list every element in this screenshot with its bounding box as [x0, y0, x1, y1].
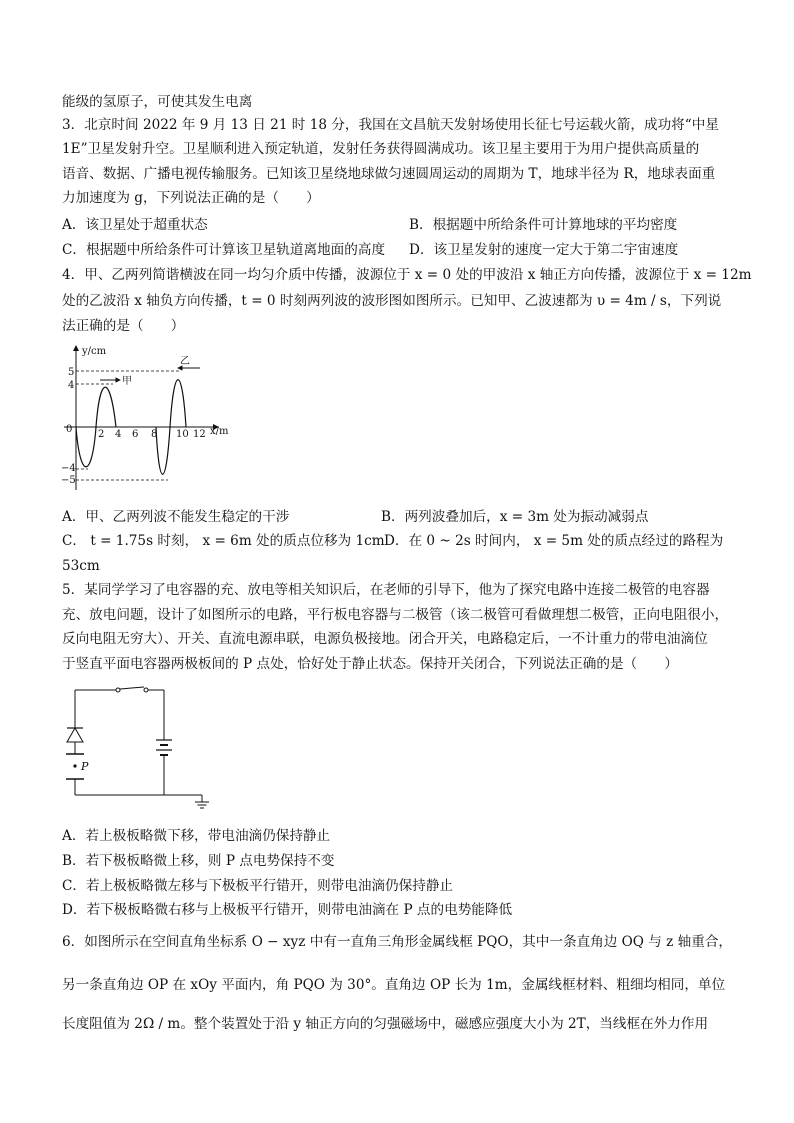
q6-stem: 6．如图所示在空间直角坐标系 O − xyz 中有一直角三角形金属线框 PQO，其中一条直角边 OQ 与 z 轴重合，: [62, 934, 733, 950]
q4-stem: 处的乙波沿 x 轴负方向传播，t = 0 时刻两列波的波形图如图所示。已知甲、乙波速都为 υ = 4m / s，下列说: [62, 293, 722, 309]
q3-stem: 语音、数据、广播电视传输服务。已知该卫星绕地球做匀速圆周运动的周期为 T，地球半径为 R，地球表面重: [62, 166, 716, 182]
circuit-figure: [60, 682, 220, 814]
q5-stem: 充、放电问题，设计了如图所示的电路，平行板电容器与二极管（该二极管可看做理想二极管，正向电阻很小，: [62, 607, 729, 623]
wave-figure: [58, 340, 248, 498]
yi-label: 乙: [180, 356, 190, 367]
q5-option-a: A．若上极板略微下移，带电油滴仍保持静止: [62, 828, 331, 844]
x-axis-label: x/m: [210, 426, 229, 437]
q3-option-b: B．根据题中所给条件可计算地球的平均密度: [409, 217, 678, 233]
x-tick-label: 6: [132, 429, 139, 440]
origin-label: 0: [66, 424, 73, 435]
y-axis-label: y/cm: [82, 346, 107, 357]
q5-option-b: B．若下极板略微上移，则 P 点电势保持不变: [62, 853, 335, 869]
q3-stem: 3．北京时间 2022 年 9 月 13 日 21 时 18 分，我国在文昌航天发射场使用长征七号运载火箭，成功将“中星: [62, 117, 719, 133]
x-tick-label: 12: [193, 429, 206, 440]
jia-label: 甲: [122, 376, 132, 387]
q3-option-a: A．该卫星处于超重状态: [62, 217, 208, 233]
q3-option-d: D．该卫星发射的速度一定大于第二宇宙速度: [409, 242, 679, 258]
y-tick-label: 5: [68, 367, 75, 378]
q4-stem: 法正确的是（ ）: [62, 318, 185, 334]
text-line: 能级的氢原子，可使其发生电离: [62, 94, 253, 110]
x-tick-label: 8: [151, 429, 158, 440]
x-tick-label: 4: [115, 429, 122, 440]
diode-triangle: [67, 728, 83, 742]
q5-stem: 5．某同学学习了电容器的充、放电等相关知识后，在老师的引导下，他为了探究电路中连接二极管的电容器: [62, 582, 710, 598]
q5-stem: 反向电阻无穷大）、开关、直流电源串联，电源负极接地。闭合开关，电路稳定后，一不计重力的带电油滴位: [62, 631, 708, 647]
q4-stem: 4．甲、乙两列简谐横波在同一均匀介质中传播，波源位于 x = 0 处的甲波沿 x 轴正方向传播，波源位于 x = 12m: [62, 267, 752, 283]
point-p-label: P: [81, 760, 89, 773]
q4-option-d: D．在 0 ~ 2s 时间内， x = 5m 处的质点经过的路程为: [384, 533, 724, 549]
y-tick-label: −5: [61, 475, 76, 486]
q5-stem: 于竖直平面电容器两极板间的 P 点处，恰好处于静止状态。保持开关闭合，下列说法正确的是（ ）: [62, 656, 678, 672]
y-tick-label: −4: [61, 463, 76, 474]
x-tick-label: 2: [98, 429, 105, 440]
q4-option-a: A．甲、乙两列波不能发生稳定的干涉: [62, 509, 290, 525]
switch-contact-left: [116, 688, 120, 692]
switch-blade: [120, 687, 144, 689]
q3-stem: 1E”卫星发射升空。卫星顺利进入预定轨道，发射任务获得圆满成功。该卫星主要用于为用户提供高质量的: [62, 141, 700, 157]
q6-stem: 长度阻值为 2Ω / m。整个装置处于沿 y 轴正方向的匀强磁场中，磁感应强度大小为 2T，当线框在外力作用: [62, 1016, 709, 1032]
q4-option-b: B．两列波叠加后，x = 3m 处为振动减弱点: [381, 509, 649, 525]
q5-option-c: C．若上极板略微左移与下极板平行错开，则带电油滴仍保持静止: [62, 878, 454, 894]
q6-stem: 另一条直角边 OP 在 xOy 平面内，角 PQO 为 30°。直角边 OP 长为 1m，金属线框材料、粗细均相同，单位: [62, 977, 726, 993]
q3-stem: 力加速度为 g，下列说法正确的是（ ）: [62, 190, 320, 206]
q3-option-c: C．根据题中所给条件可计算该卫星轨道离地面的高度: [62, 242, 386, 258]
q4-option-c: C． t = 1.75s 时刻， x = 6m 处的质点位移为 1cm: [62, 533, 385, 549]
x-tick-label: 10: [176, 429, 189, 440]
switch-contact-right: [144, 688, 148, 692]
q4-option-d-cont: 53cm: [62, 558, 100, 574]
point-p: [73, 764, 76, 767]
q5-option-d: D．若下极板略微右移与上极板平行错开，则带电油滴在 P 点的电势能降低: [62, 902, 513, 918]
y-tick-label: 4: [68, 380, 75, 391]
